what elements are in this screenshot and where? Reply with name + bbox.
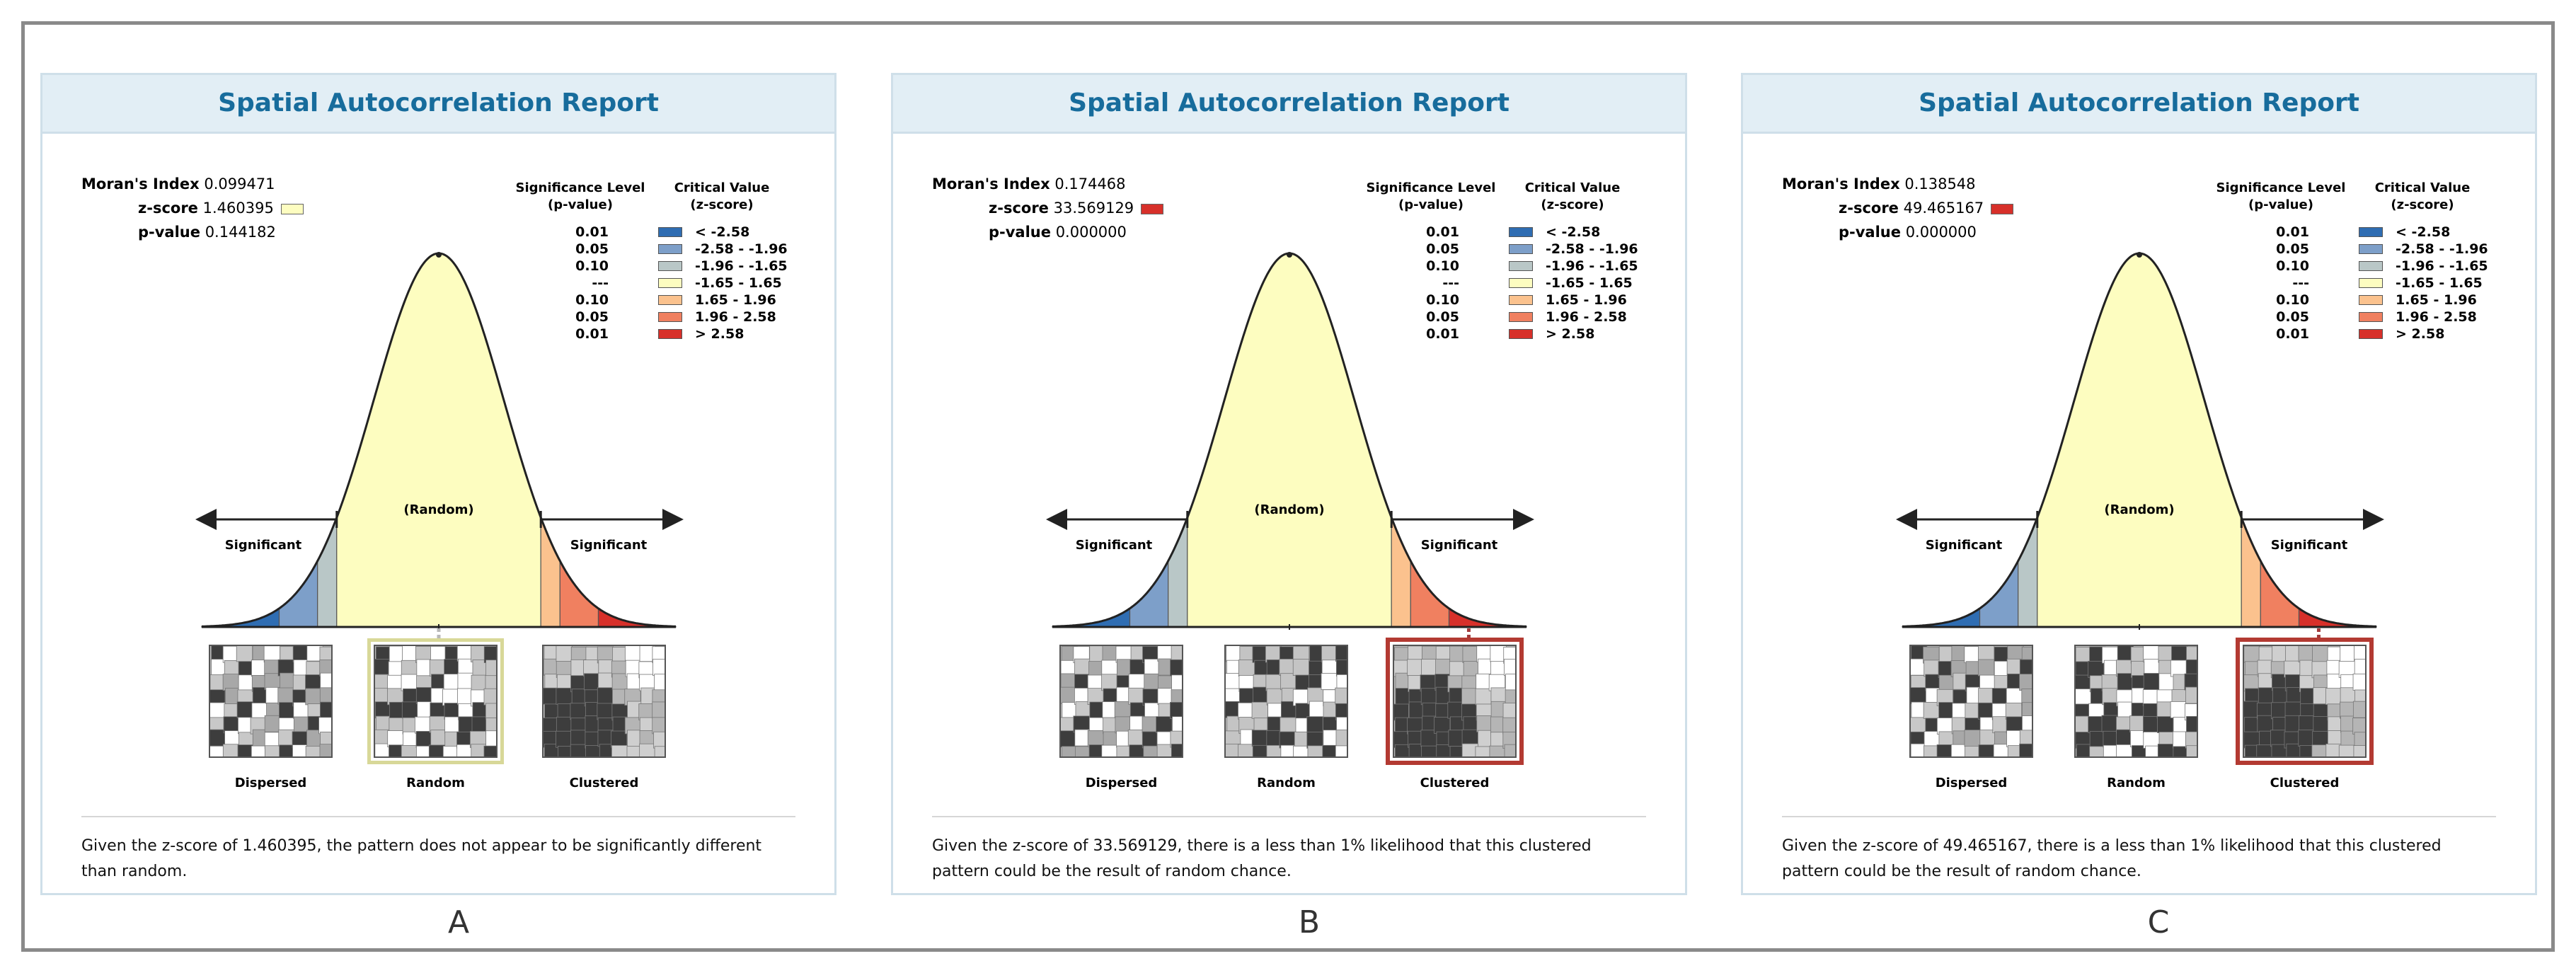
panel-letter: C <box>2147 904 2170 940</box>
legend-cv-title: Critical Value <box>1524 180 1621 195</box>
legend-critical-value: 1.65 - 1.96 <box>2396 292 2477 308</box>
random-region-label: (Random) <box>1254 502 1325 517</box>
thumbnail-dispersed-label: Dispersed <box>1935 776 2008 790</box>
legend-p-value: 0.05 <box>2276 241 2309 257</box>
right-significant-label: Significant <box>2270 538 2348 553</box>
thumbnail-random <box>2074 645 2198 758</box>
legend-critical-value: -1.65 - 1.65 <box>1546 275 1633 291</box>
legend-p-value: 0.05 <box>575 309 609 325</box>
legend-critical-value: -2.58 - -1.96 <box>1546 241 1638 257</box>
thumbnail-dispersed-label: Dispersed <box>1085 776 1158 790</box>
report-panel-a <box>40 73 836 895</box>
stat-value: 0.000000 <box>1055 224 1127 241</box>
thumbnail-random-map <box>1226 646 1348 758</box>
legend-p-value: 0.01 <box>1426 224 1459 240</box>
thumbnail-random-label: Random <box>1257 776 1316 790</box>
band-pos-90 <box>2241 517 2260 627</box>
curve-peak-dot <box>436 252 442 258</box>
thumbnail-clustered-label: Clustered <box>1420 776 1490 790</box>
thumbnail-clustered-map <box>544 646 666 758</box>
legend-critical-value: < -2.58 <box>2396 224 2451 240</box>
band-random <box>337 253 541 627</box>
band-pos-90 <box>541 517 560 627</box>
stat-value: 0.138548 <box>1904 175 1976 192</box>
stat-label: p-value <box>138 224 200 241</box>
legend-cv-title: Critical Value <box>674 180 770 195</box>
stat-label: z-score <box>1839 200 1899 217</box>
legend-critical-value: > 2.58 <box>695 326 744 342</box>
legend-cv-sub: (z-score) <box>2391 197 2454 212</box>
stat-value: 0.174468 <box>1054 175 1126 192</box>
stat-value: 33.569129 <box>1053 200 1134 217</box>
thumbnail-dispersed-label: Dispersed <box>234 776 307 790</box>
stat-label: z-score <box>138 200 198 217</box>
thumbnail-dispersed-map <box>210 646 333 758</box>
stat-value: 0.144182 <box>205 224 276 241</box>
stat-value: 49.465167 <box>1903 200 1984 217</box>
legend-critical-value: > 2.58 <box>1546 326 1595 342</box>
legend-cv-title: Critical Value <box>2374 180 2471 195</box>
legend-critical-value: -1.65 - 1.65 <box>695 275 782 291</box>
legend-p-value: 0.05 <box>1426 309 1459 325</box>
legend-sig-sub: (p-value) <box>1398 197 1464 212</box>
legend-sig-sub: (p-value) <box>548 197 613 212</box>
bell-curve-chart <box>1743 75 2539 655</box>
legend-critical-value: -2.58 - -1.96 <box>695 241 788 257</box>
legend-cv-sub: (z-score) <box>1541 197 1604 212</box>
legend-p-value: 0.10 <box>1426 292 1459 308</box>
legend-p-value: --- <box>2292 275 2309 291</box>
thumbnail-dispersed <box>1059 645 1183 758</box>
thumbnail-random-label: Random <box>406 776 465 790</box>
band-pos-90 <box>1391 517 1410 627</box>
report-title: Spatial Autocorrelation Report <box>1743 75 2535 134</box>
legend-critical-value: < -2.58 <box>1546 224 1601 240</box>
legend-p-value: 0.05 <box>575 241 609 257</box>
thumbnail-random-map <box>375 646 498 758</box>
thumbnail-random <box>1224 645 1348 758</box>
report-panel-b <box>891 73 1687 895</box>
left-significant-label: Significant <box>224 538 302 553</box>
report-panel-c <box>1741 73 2537 895</box>
legend-p-value: --- <box>1442 275 1459 291</box>
legend-critical-value: 1.65 - 1.96 <box>1546 292 1627 308</box>
band-random <box>2037 253 2241 627</box>
thumbnail-clustered <box>1393 645 1517 758</box>
legend-critical-value: 1.96 - 2.58 <box>1546 309 1627 325</box>
stat-label: Moran's Index <box>81 175 200 192</box>
legend-p-value: 0.01 <box>1426 326 1459 342</box>
conclusion-text: Given the z-score of 33.569129, there is a less than 1% likelihood that this clustered pattern could be the result of random chance. <box>932 837 1592 880</box>
legend-p-value: 0.01 <box>575 224 609 240</box>
conclusion-text: Given the z-score of 1.460395, the pattern does not appear to be significantly different than random. <box>81 837 762 880</box>
band-neg-90 <box>2018 517 2037 627</box>
curve-peak-dot <box>1287 252 1292 258</box>
thumbnail-clustered-label: Clustered <box>569 776 639 790</box>
thumbnail-clustered <box>2243 645 2367 758</box>
legend-sig-title: Significance Level <box>515 180 645 195</box>
legend-cv-sub: (z-score) <box>690 197 754 212</box>
thumbnail-clustered <box>542 645 666 758</box>
legend-critical-value: 1.96 - 2.58 <box>695 309 776 325</box>
stat-value: 0.099471 <box>204 175 275 192</box>
legend-p-value: 0.05 <box>1426 241 1459 257</box>
legend-p-value: 0.01 <box>2276 326 2309 342</box>
legend-sig-title: Significance Level <box>1366 180 1496 195</box>
band-neg-90 <box>1168 517 1188 627</box>
thumbnail-random-map <box>2076 646 2198 758</box>
stat-label: p-value <box>1839 224 1901 241</box>
thumbnail-clustered-map <box>2244 646 2367 758</box>
legend-critical-value: -1.96 - -1.65 <box>695 258 788 274</box>
stat-label: Moran's Index <box>1782 175 1900 192</box>
bell-curve-chart <box>42 75 839 655</box>
report-title: Spatial Autocorrelation Report <box>893 75 1685 134</box>
legend-p-value: 0.05 <box>2276 309 2309 325</box>
legend-critical-value: -1.96 - -1.65 <box>2396 258 2488 274</box>
left-significant-label: Significant <box>1075 538 1153 553</box>
legend-p-value: 0.01 <box>2276 224 2309 240</box>
band-random <box>1188 253 1391 627</box>
divider <box>932 816 1646 817</box>
band-neg-90 <box>318 517 337 627</box>
legend-p-value: 0.10 <box>2276 292 2309 308</box>
legend-sig-title: Significance Level <box>2216 180 2346 195</box>
legend-critical-value: -1.65 - 1.65 <box>2396 275 2483 291</box>
legend-p-value: 0.10 <box>2276 258 2309 274</box>
thumbnail-dispersed <box>209 645 333 758</box>
divider <box>81 816 795 817</box>
random-region-label: (Random) <box>2104 502 2175 517</box>
curve-peak-dot <box>2137 252 2142 258</box>
divider <box>1782 816 2496 817</box>
thumbnail-random <box>374 645 498 758</box>
thumbnail-dispersed <box>1909 645 2033 758</box>
legend-p-value: 0.10 <box>575 258 609 274</box>
thumbnail-random-label: Random <box>2107 776 2166 790</box>
stat-label: Moran's Index <box>932 175 1050 192</box>
conclusion-text: Given the z-score of 49.465167, there is a less than 1% likelihood that this clustered pattern could be the result of random chance. <box>1782 837 2442 880</box>
legend-critical-value: 1.65 - 1.96 <box>695 292 776 308</box>
legend-sig-sub: (p-value) <box>2248 197 2313 212</box>
legend-p-value: 0.10 <box>575 292 609 308</box>
random-region-label: (Random) <box>403 502 474 517</box>
legend-critical-value: 1.96 - 2.58 <box>2396 309 2477 325</box>
legend-critical-value: < -2.58 <box>695 224 750 240</box>
panel-letter: B <box>1298 904 1321 940</box>
bell-curve-chart <box>893 75 1689 655</box>
stat-label: p-value <box>989 224 1051 241</box>
thumbnail-dispersed-map <box>1061 646 1183 758</box>
report-title: Spatial Autocorrelation Report <box>42 75 834 134</box>
legend-critical-value: > 2.58 <box>2396 326 2445 342</box>
stat-label: z-score <box>989 200 1049 217</box>
legend-critical-value: -1.96 - -1.65 <box>1546 258 1638 274</box>
legend-p-value: 0.01 <box>575 326 609 342</box>
thumbnail-clustered-label: Clustered <box>2270 776 2340 790</box>
panel-letter: A <box>447 904 470 940</box>
right-significant-label: Significant <box>570 538 648 553</box>
legend-critical-value: -2.58 - -1.96 <box>2396 241 2488 257</box>
legend-p-value: 0.10 <box>1426 258 1459 274</box>
left-significant-label: Significant <box>1925 538 2003 553</box>
stat-value: 0.000000 <box>1905 224 1977 241</box>
stat-value: 1.460395 <box>202 200 274 217</box>
thumbnail-clustered-map <box>1394 646 1517 758</box>
right-significant-label: Significant <box>1420 538 1498 553</box>
thumbnail-dispersed-map <box>1911 646 2033 758</box>
legend-p-value: --- <box>592 275 609 291</box>
